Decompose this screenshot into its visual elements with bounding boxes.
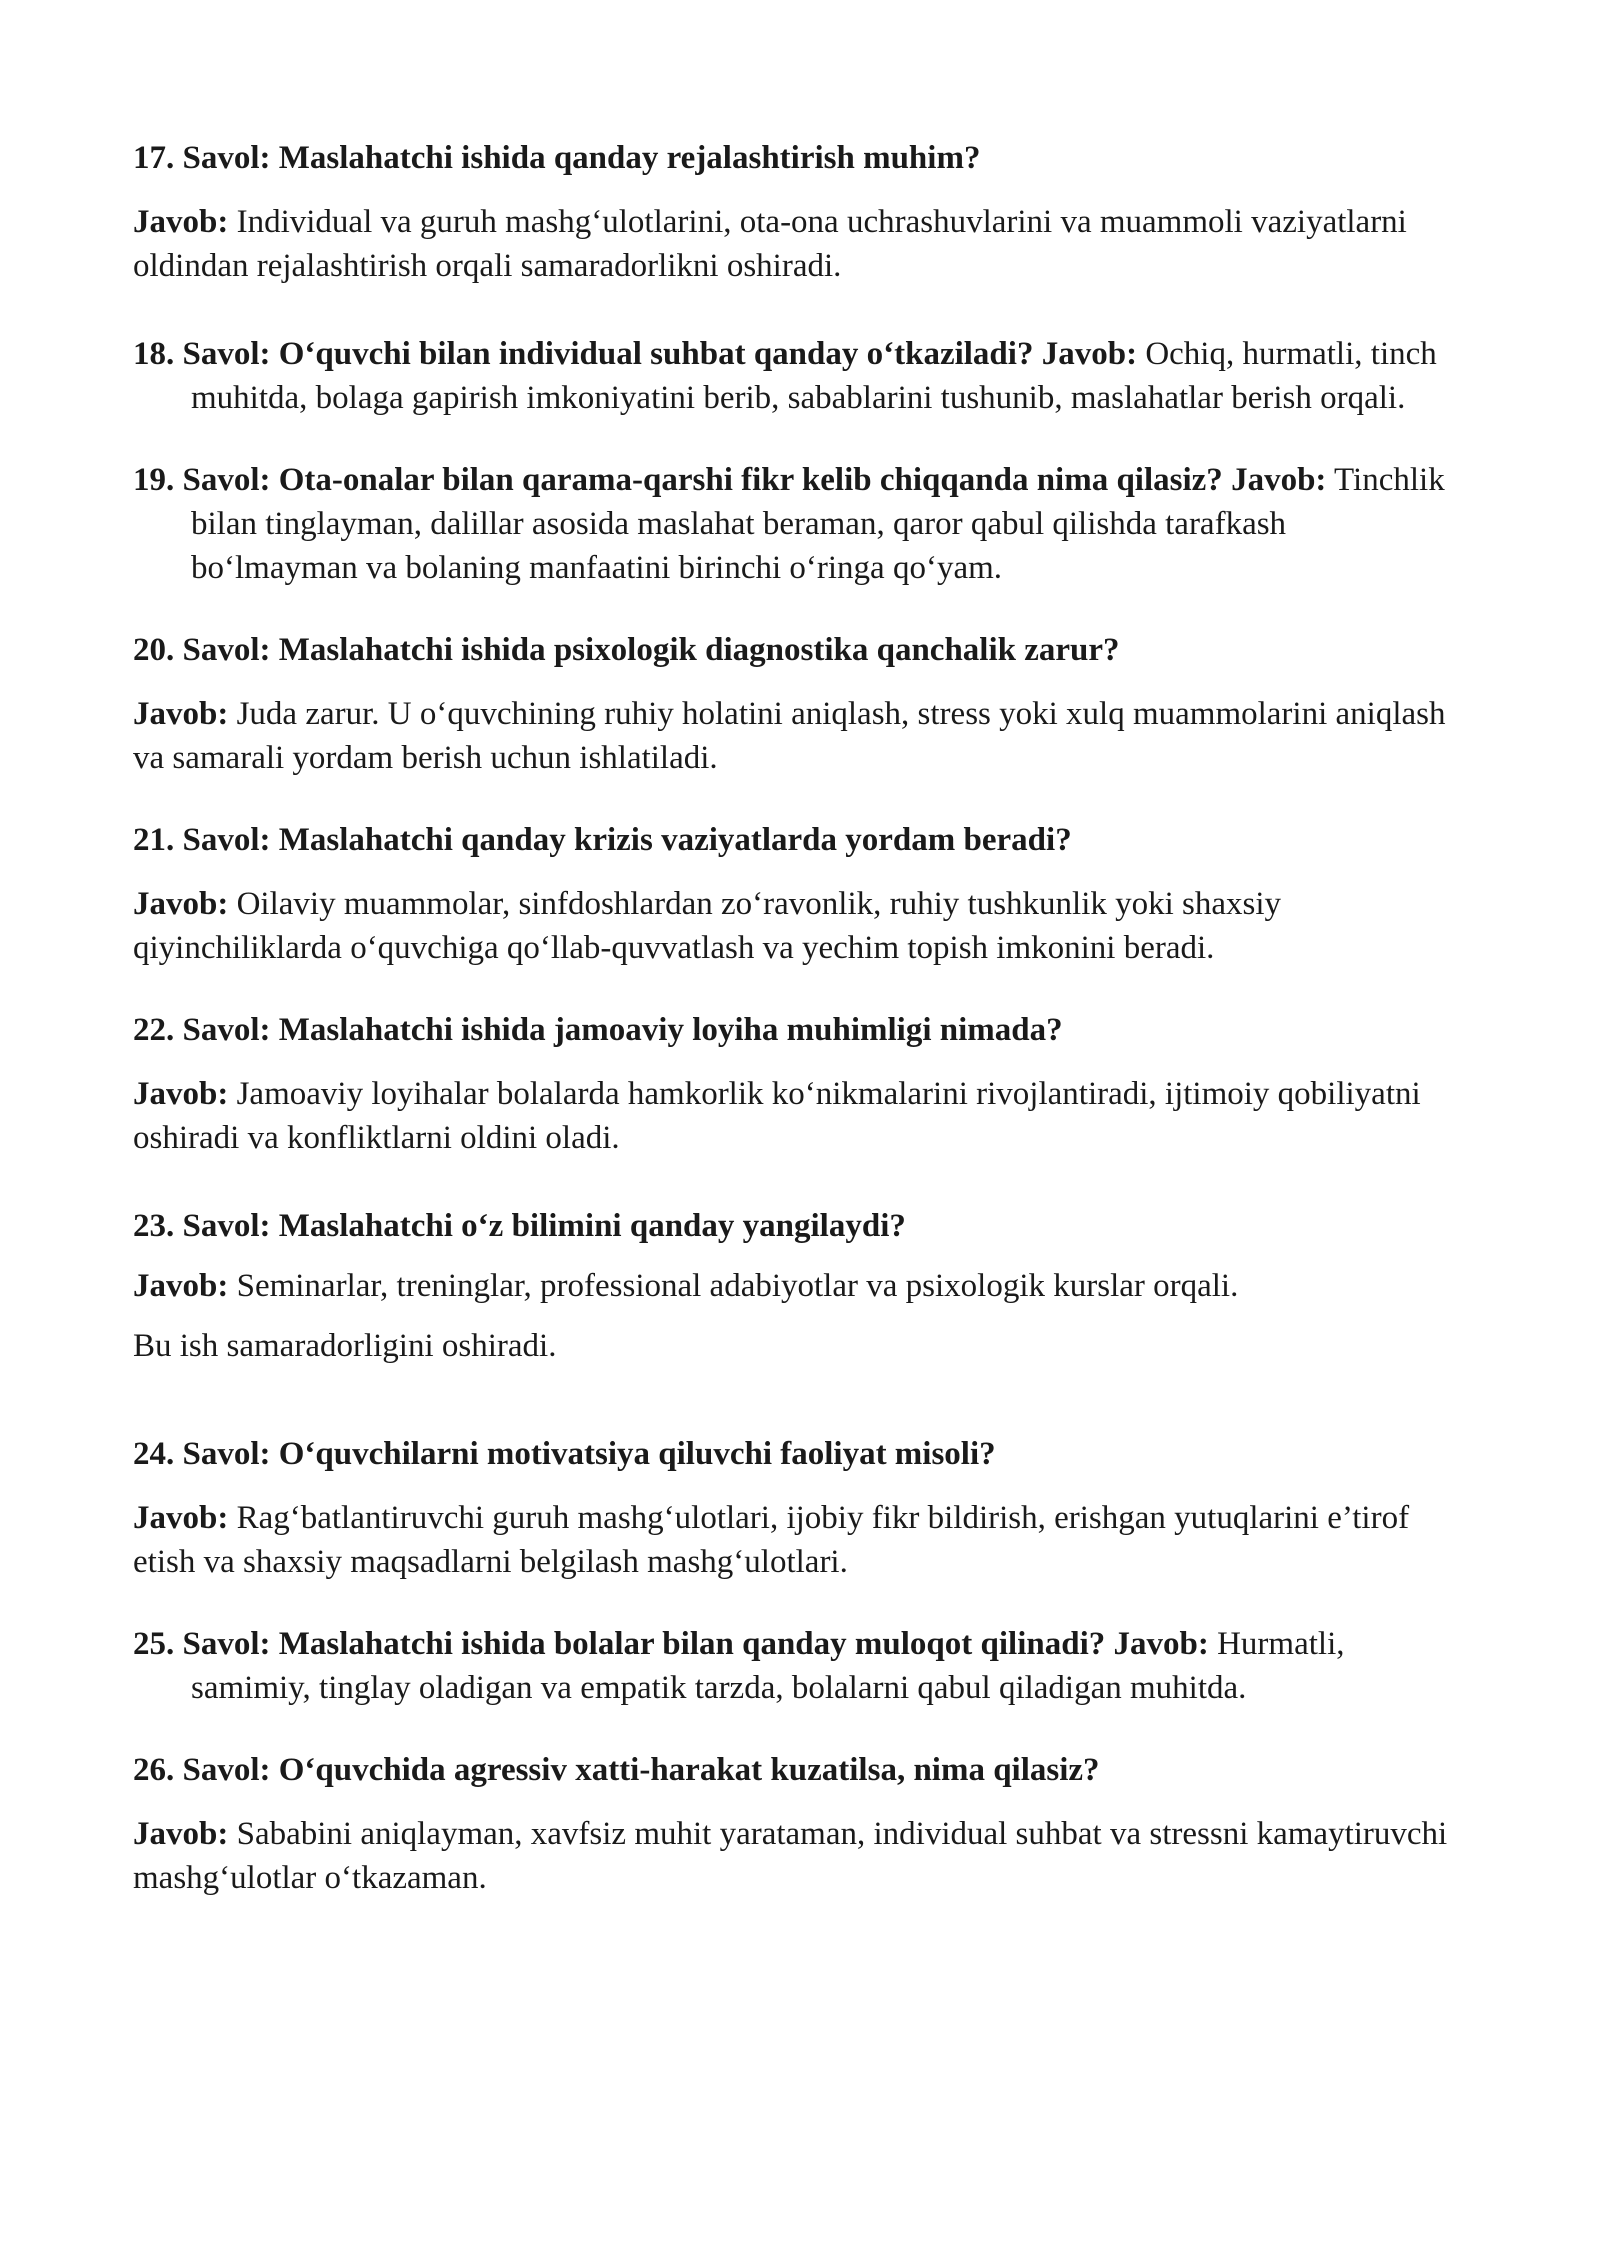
question-21: 21. Savol: Maslahatchi qanday krizis vaziyatlarda yordam beradi? <box>133 822 1072 858</box>
answer-text: Hurmatli, samimiy, tinglay oladigan va empatik tarzda, bolalarni qabul qiladigan muhitda. <box>191 1626 1345 1706</box>
answer-22 <box>133 1072 1453 1160</box>
answer-text: Jamoaviy loyihalar bolalarda hamkorlik ko‘nikmalarini rivojlantiradi, ijtimoiy qobiliyatni oshiradi va konfliktlarni oldini oladi. <box>133 1076 1421 1156</box>
question-22: 22. Savol: Maslahatchi ishida jamoaviy loyiha muhimligi nimada? <box>133 1012 1063 1048</box>
question-24: 24. Savol: O‘quvchilarni motivatsiya qiluvchi faoliyat misoli? <box>133 1436 996 1472</box>
answer-label: Javob: <box>133 1500 229 1536</box>
question-19: 19. Savol: Ota-onalar bilan qarama-qarshi fikr kelib chiqqanda nima qilasiz? Javob: Tinchlik bilan tinglayman, dalillar asosida maslahat beraman, qaror qabul qilishda tarafkash bo‘lmayman va bolaning manfaatini birinchi o‘ringa qo‘yam. <box>133 462 1445 586</box>
question-18: 18. Savol: O‘quvchi bilan individual suhbat qanday o‘tkaziladi? Javob: Ochiq, hurmatli, tinch muhitda, bolaga gapirish imkoniyatini berib, sabablarini tushunib, maslahatlar berish orqali. <box>133 336 1437 416</box>
answer-text: Tinchlik bilan tinglayman, dalillar asosida maslahat beraman, qaror qabul qilishda tarafkash bo‘lmayman va bolaning manfaatini birinchi o‘ringa qo‘yam. <box>191 462 1445 586</box>
answer-text: Ochiq, hurmatli, tinch muhitda, bolaga gapirish imkoniyatini berib, sabablarini tushunib, maslahatlar berish orqali. <box>191 336 1437 416</box>
answer-24 <box>133 1496 1453 1584</box>
answer-23 <box>133 1264 1453 1308</box>
question-25: 25. Savol: Maslahatchi ishida bolalar bilan qanday muloqot qilinadi? Javob: Hurmatli, samimiy, tinglay oladigan va empatik tarzda, bolalarni qabul qiladigan muhitda. <box>133 1626 1345 1706</box>
answer-label: Javob: <box>133 1816 229 1852</box>
answer-text: Oilaviy muammolar, sinfdoshlardan zo‘ravonlik, ruhiy tushkunlik yoki shaxsiy qiyinchiliklarda o‘quvchiga qo‘llab-quvvatlash va yechim topish imkonini beradi. <box>133 886 1282 966</box>
question-26: 26. Savol: O‘quvchida agressiv xatti-harakat kuzatilsa, nima qilasiz? <box>133 1752 1100 1788</box>
answer-20 <box>133 692 1453 780</box>
answer-17 <box>133 200 1453 288</box>
answer-text: Individual va guruh mashg‘ulotlarini, ota-ona uchrashuvlarini va muammoli vaziyatlarni oldindan rejalashtirish orqali samaradorlikni oshiradi. <box>133 204 1407 284</box>
answer-23-extra: Bu ish samaradorligini oshiradi. <box>133 1328 557 1364</box>
question-17: 17. Savol: Maslahatchi ishida qanday rejalashtirish muhim? <box>133 140 981 176</box>
answer-text: Rag‘batlantiruvchi guruh mashg‘ulotlari, ijobiy fikr bildirish, erishgan yutuqlarini e’tirof etish va shaxsiy maqsadlarni belgilash mashg‘ulotlari. <box>133 1500 1410 1580</box>
answer-text: Sababini aniqlayman, xavfsiz muhit yarataman, individual suhbat va stressni kamaytiruvchi mashg‘ulotlar o‘tkazaman. <box>133 1816 1448 1896</box>
answer-26 <box>133 1812 1453 1900</box>
answer-label: Javob: <box>133 1268 229 1304</box>
answer-text: Seminarlar, treninglar, professional adabiyotlar va psixologik kurslar orqali. <box>228 1268 1239 1304</box>
question-23: 23. Savol: Maslahatchi o‘z bilimini qanday yangilaydi? <box>133 1208 906 1244</box>
answer-label: Javob: <box>1231 462 1327 498</box>
answer-label: Javob: <box>133 886 229 922</box>
answer-label: Javob: <box>1041 336 1138 372</box>
answer-label: Javob: <box>1113 1626 1209 1662</box>
document-page <box>133 136 1453 1900</box>
answer-label: Javob: <box>133 1076 229 1112</box>
answer-label: Javob: <box>133 204 229 240</box>
answer-label: Javob: <box>133 696 229 732</box>
answer-21 <box>133 882 1453 970</box>
question-20: 20. Savol: Maslahatchi ishida psixologik diagnostika qanchalik zarur? <box>133 632 1120 668</box>
answer-text: Juda zarur. U o‘quvchining ruhiy holatini aniqlash, stress yoki xulq muammolarini aniqlash va samarali yordam berish uchun ishlatiladi. <box>133 696 1446 776</box>
